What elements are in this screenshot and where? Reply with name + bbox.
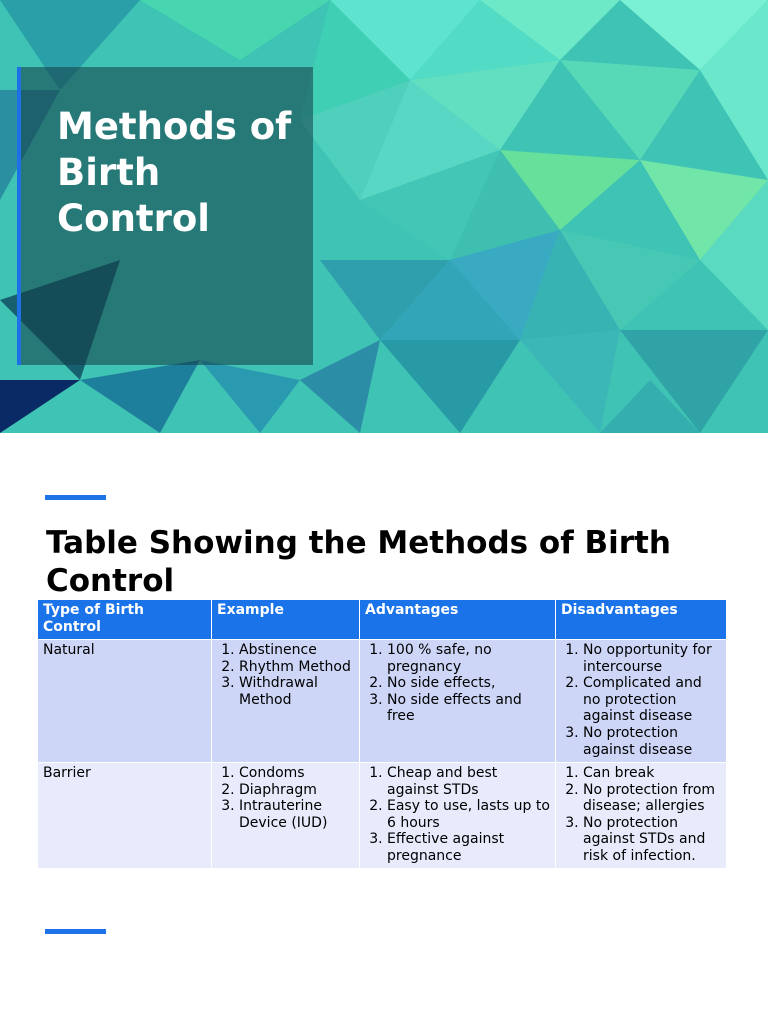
accent-line-top (45, 495, 106, 500)
cell-advantages (360, 640, 556, 763)
cell-disadvantages (556, 640, 727, 763)
page-title: Methods of Birth Control (57, 105, 292, 240)
list-item: 1. Abstinence (239, 642, 354, 659)
column-header-advantages: Advantages (360, 600, 556, 640)
table-header-row (38, 600, 727, 640)
list-item: 3. No protection against STDs and risk of infection. (583, 815, 721, 865)
list-item: 2. Easy to use, lasts up to 6 hours (387, 798, 550, 831)
list-item: 2. No side effects, (387, 675, 550, 692)
list-item: 3. Withdrawal Method (239, 675, 354, 708)
hero-banner (0, 0, 768, 433)
list-item: 2. Diaphragm (239, 782, 354, 799)
cell-disadvantages (556, 763, 727, 869)
column-header-example: Example (212, 600, 360, 640)
list-item: 2. Rhythm Method (239, 659, 354, 676)
list-item: 1. 100 % safe, no pregnancy (387, 642, 550, 675)
column-header-disadvantages: Disadvantages (556, 600, 727, 640)
cell-examples (212, 763, 360, 869)
list-item: 1. Can break (583, 765, 721, 782)
list-item: 3. Effective against pregnance (387, 831, 550, 864)
title-accent-bar (17, 67, 21, 365)
list-item: 1. Condoms (239, 765, 354, 782)
birth-control-table (37, 599, 727, 869)
column-header-type: Type of Birth Control (38, 600, 212, 640)
table-row (38, 640, 727, 763)
accent-line-bottom (45, 929, 106, 934)
list-item: 2. Complicated and no protection against disease (583, 675, 721, 725)
list-item: 1. Cheap and best against STDs (387, 765, 550, 798)
cell-examples (212, 640, 360, 763)
cell-type: Natural (38, 640, 212, 763)
cell-type: Barrier (38, 763, 212, 869)
list-item: 3. Intrauterine Device (IUD) (239, 798, 354, 831)
cell-advantages (360, 763, 556, 869)
list-item: 2. No protection from disease; allergies (583, 782, 721, 815)
section-heading: Table Showing the Methods of Birth Control (46, 525, 671, 599)
table-row (38, 763, 727, 869)
list-item: 1. No opportunity for intercourse (583, 642, 721, 675)
list-item: 3. No side effects and free (387, 692, 550, 725)
list-item: 3. No protection against disease (583, 725, 721, 758)
